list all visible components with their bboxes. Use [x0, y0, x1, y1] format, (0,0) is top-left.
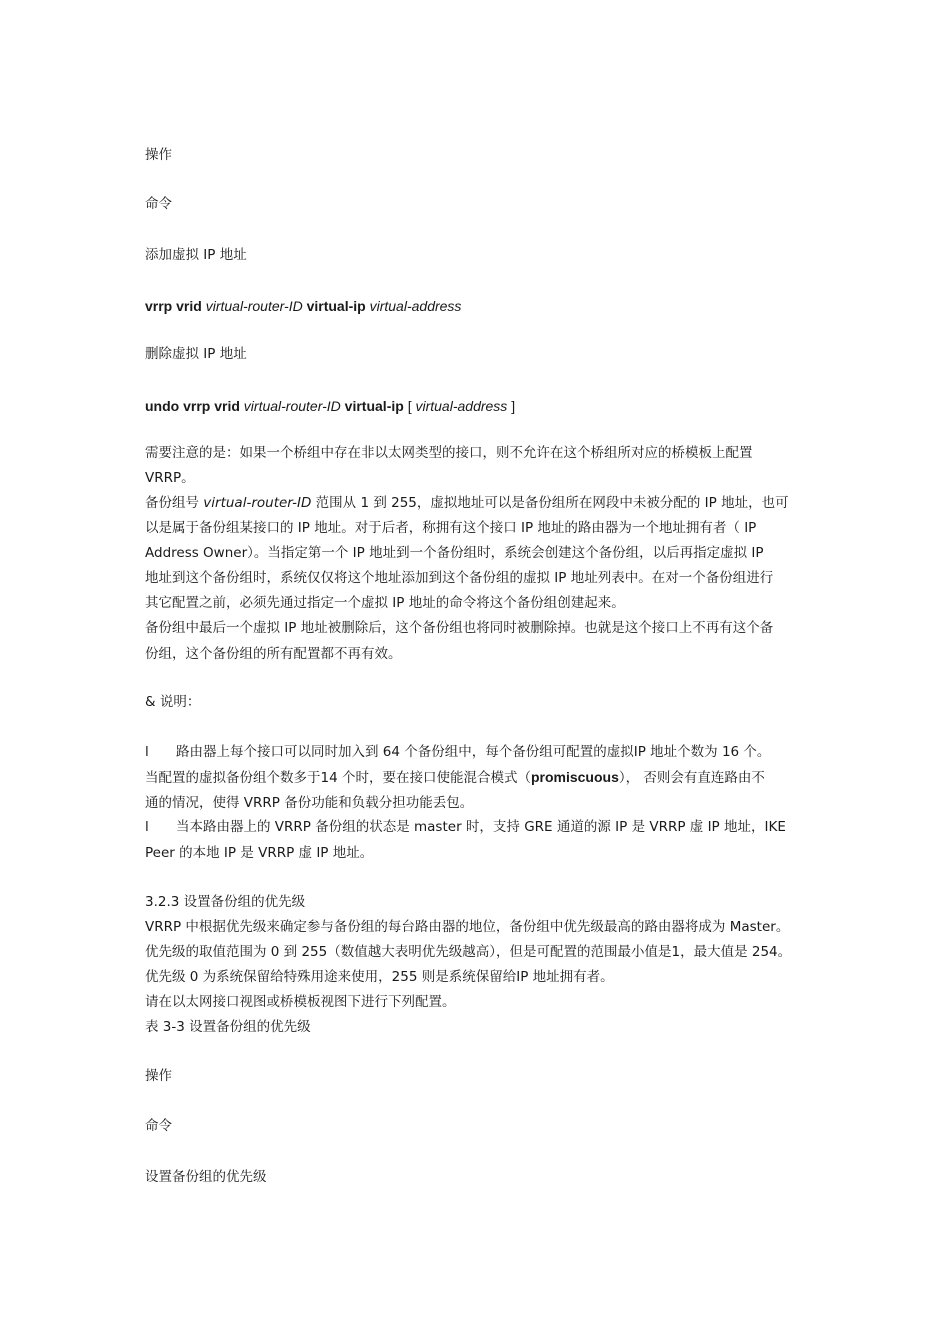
table-a-row1-command: [145, 297, 461, 315]
para2-line3: Address Owner）。当指定第一个 IP 地址到一个备份组时，系统会创建这个备份组，以后再指定虚拟 IP: [145, 545, 764, 561]
cmd-keyword: undo vrrp vrid: [145, 398, 244, 414]
table-b-row1-operation: 设置备份组的优先级: [145, 1169, 267, 1185]
para2-line5: 其它配置之前，必须先通过指定一个虚拟 IP 地址的命令将这个备份组创建起来。: [145, 595, 625, 611]
cmd-keyword: virtual-ip: [340, 398, 404, 414]
table-a-row1-operation: 添加虚拟 IP 地址: [145, 247, 247, 263]
para2-line2: 以是属于备份组某接口的 IP 地址。对于后者，称拥有这个接口 IP 地址的路由器为一个地址拥有者（ IP: [145, 520, 757, 536]
section-line4: 请在以太网接口视图或桥模板视图下进行下列配置。: [145, 994, 456, 1010]
note-heading: & 说明：: [145, 694, 201, 710]
cmd-argument: virtual-router-ID: [205, 298, 303, 314]
table-b-header-command: 命令: [145, 1118, 172, 1134]
note-item1: [145, 743, 149, 761]
bullet-marker: l: [145, 744, 149, 760]
cmd-argument: virtual-address: [369, 298, 462, 314]
note-item1-line3: 通的情况，使得 VRRP 备份功能和负载分担功能丢包。: [145, 795, 474, 811]
cmd-keyword: vrrp vrid: [145, 298, 206, 314]
note-text: ）， 否则会有直连路由不: [618, 770, 765, 786]
note-item2-line2: Peer 的本地 IP 是 VRRP 虚 IP 地址。: [145, 845, 374, 861]
table-caption: 表 3-3 设置备份组的优先级: [145, 1019, 311, 1035]
bullet-marker: l: [145, 819, 149, 835]
para2-line1: [145, 494, 789, 512]
section-line1: VRRP 中根据优先级来确定参与备份组的每台路由器的地位，备份组中优先级最高的路由器将成为 Master。: [145, 919, 790, 935]
note-item1-line2: [145, 768, 765, 787]
section-heading: 3.2.3 设置备份组的优先级: [145, 894, 306, 910]
cmd-argument: virtual-address: [415, 398, 508, 414]
table-b-header-operation: 操作: [145, 1068, 172, 1084]
table-a-row2-operation: 删除虚拟 IP 地址: [145, 346, 247, 362]
para1-line2: VRRP。: [145, 470, 195, 486]
cmd-bracket-open: [: [403, 398, 416, 414]
para3-line1: 备份组中最后一个虚拟 IP 地址被删除后，这个备份组也将同时被删除掉。也就是这个接口上不再有这个备: [145, 620, 774, 636]
para2-text: 范围从 1 到 255，虚拟地址可以是备份组所在网段中未被分配的 IP 地址，也可: [311, 495, 789, 511]
cmd-keyword: virtual-ip: [302, 298, 370, 314]
note-item1-line1: 路由器上每个接口可以同时加入到 64 个备份组中，每个备份组可配置的虚拟IP 地址个数为 16 个。: [176, 744, 771, 760]
cmd-bracket-close: ]: [507, 398, 516, 414]
cmd-argument: virtual-router-ID: [243, 398, 341, 414]
table-a-header-operation: 操作: [145, 147, 172, 163]
section-line2: 优先级的取值范围为 0 到 255（数值越大表明优先级越高），但是可配置的范围最小值是1，最大值是 254。: [145, 944, 792, 960]
para2-text: 备份组号: [145, 495, 204, 511]
note-item2-line1: 当本路由器上的 VRRP 备份组的状态是 master 时，支持 GRE 通道的源 IP 是 VRRP 虚 IP 地址，IKE: [176, 819, 786, 835]
para1-line1: 需要注意的是：如果一个桥组中存在非以太网类型的接口，则不允许在这个桥组所对应的桥模板上配置: [145, 445, 753, 461]
section-line3: 优先级 0 为系统保留给特殊用途来使用，255 则是系统保留给IP 地址拥有者。: [145, 969, 614, 985]
promiscuous-keyword: promiscuous: [530, 769, 619, 785]
note-text: 当配置的虚拟备份组个数多于14 个时，要在接口使能混合模式（: [145, 770, 531, 786]
para3-line2: 份组，这个备份组的所有配置都不再有效。: [145, 646, 402, 662]
para2-argument: virtual-router-ID: [203, 495, 312, 511]
table-a-row2-command: [145, 397, 515, 415]
para2-line4: 地址到这个备份组时，系统仅仅将这个地址添加到这个备份组的虚拟 IP 地址列表中。在对一个备份组进行: [145, 570, 774, 586]
table-a-header-command: 命令: [145, 196, 172, 212]
note-item2: [145, 818, 149, 836]
